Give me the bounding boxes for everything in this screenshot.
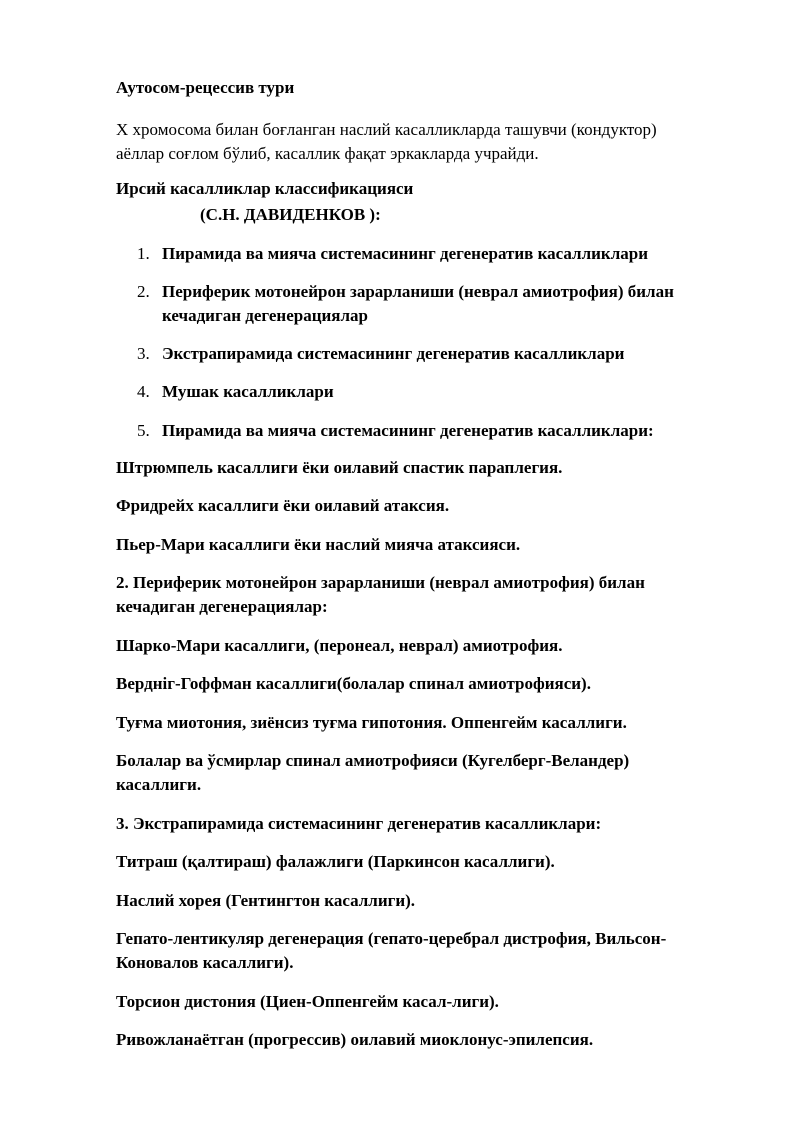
paragraph-huntington: Наслий хорея (Гентингтон касаллиги).: [116, 891, 416, 910]
paragraph-pierre-marie: Пьер-Мари касаллиги ёки наслий мияча атаксияси.: [116, 535, 521, 554]
list-item-text-continued: кечадиган дегенерациялар: [162, 306, 369, 325]
list-item-text: Пирамида ва мияча системасининг дегенератив касалликлари: [162, 244, 648, 263]
paragraph-strumpell: Штрюмпель касаллиги ёки оилавий спастик параплегия.: [116, 458, 563, 477]
section2-heading-line1: 2. Периферик мотонейрон зарарланиши (неврал амиотрофия) билан: [116, 573, 645, 592]
paragraph-wilson-line1: Гепато-лентикуляр дегенерация (гепато-церебрал дистрофия, Вильсон-: [116, 929, 667, 948]
list-item-number: 1.: [137, 244, 150, 263]
paragraph-kugelberg-line1: Болалар ва ўсмирлар спинал амиотрофияси (Кугелберг-Веландер): [116, 751, 630, 770]
heading-autosomal: Аутосом-рецессив тури: [116, 78, 295, 97]
paragraph-torsion-dystonia: Торсион дистония (Циен-Оппенгейм касал-лиги).: [116, 992, 499, 1011]
paragraph-wilson-line2: Коновалов касаллиги).: [116, 953, 294, 972]
section2-heading-line2: кечадиган дегенерациялар:: [116, 597, 328, 616]
list-item-text: Периферик мотонейрон зарарланиши (неврал амиотрофия) билан: [162, 282, 674, 301]
list-item-text: Пирамида ва мияча системасининг дегенератив касалликлари:: [162, 421, 654, 440]
list-item-number: 3.: [137, 344, 150, 363]
paragraph-kugelberg-line2: касаллиги.: [116, 775, 202, 794]
paragraph-friedreich: Фридрейх касаллиги ёки оилавий атаксия.: [116, 496, 450, 515]
list-item-text: Экстрапирамида системасининг дегенератив касалликлари: [162, 344, 625, 363]
classification-title: Ирсий касалликлар классификацияси: [116, 179, 414, 198]
paragraph-myoclonus-epilepsy: Ривожланаётган (прогрессив) оилавий миоклонус-эпилепсия.: [116, 1030, 594, 1049]
paragraph-parkinson: Титраш (қалтираш) фалажлиги (Паркинсон касаллиги).: [116, 852, 555, 871]
x-linked-text-line2: аёллар соғлом бўлиб, касаллик фақат эркакларда учрайди.: [116, 144, 539, 163]
x-linked-text-line1: Х хромосома билан боғланган наслий касалликларда ташувчи (кондуктор): [116, 120, 657, 139]
section3-heading: 3. Экстрапирамида системасининг дегенератив касалликлари:: [116, 814, 602, 833]
list-item-number: 4.: [137, 382, 150, 401]
paragraph-werdnig-hoffmann: Верднiг-Гоффман касаллиги(болалар спинал амиотрофияси).: [116, 674, 591, 693]
list-item-number: 5.: [137, 421, 150, 440]
paragraph-myotonia: Туғма миотония, зиёнсиз туғма гипотония. Оппенгейм касаллиги.: [116, 713, 627, 732]
list-item-number: 2.: [137, 282, 150, 301]
paragraph-charcot-marie: Шарко-Мари касаллиги, (перонеал, неврал) амиотрофия.: [116, 636, 563, 655]
list-item-text: Мушак касалликлари: [162, 382, 334, 401]
classification-author: (С.Н. ДАВИДЕНКОВ ):: [200, 205, 381, 224]
